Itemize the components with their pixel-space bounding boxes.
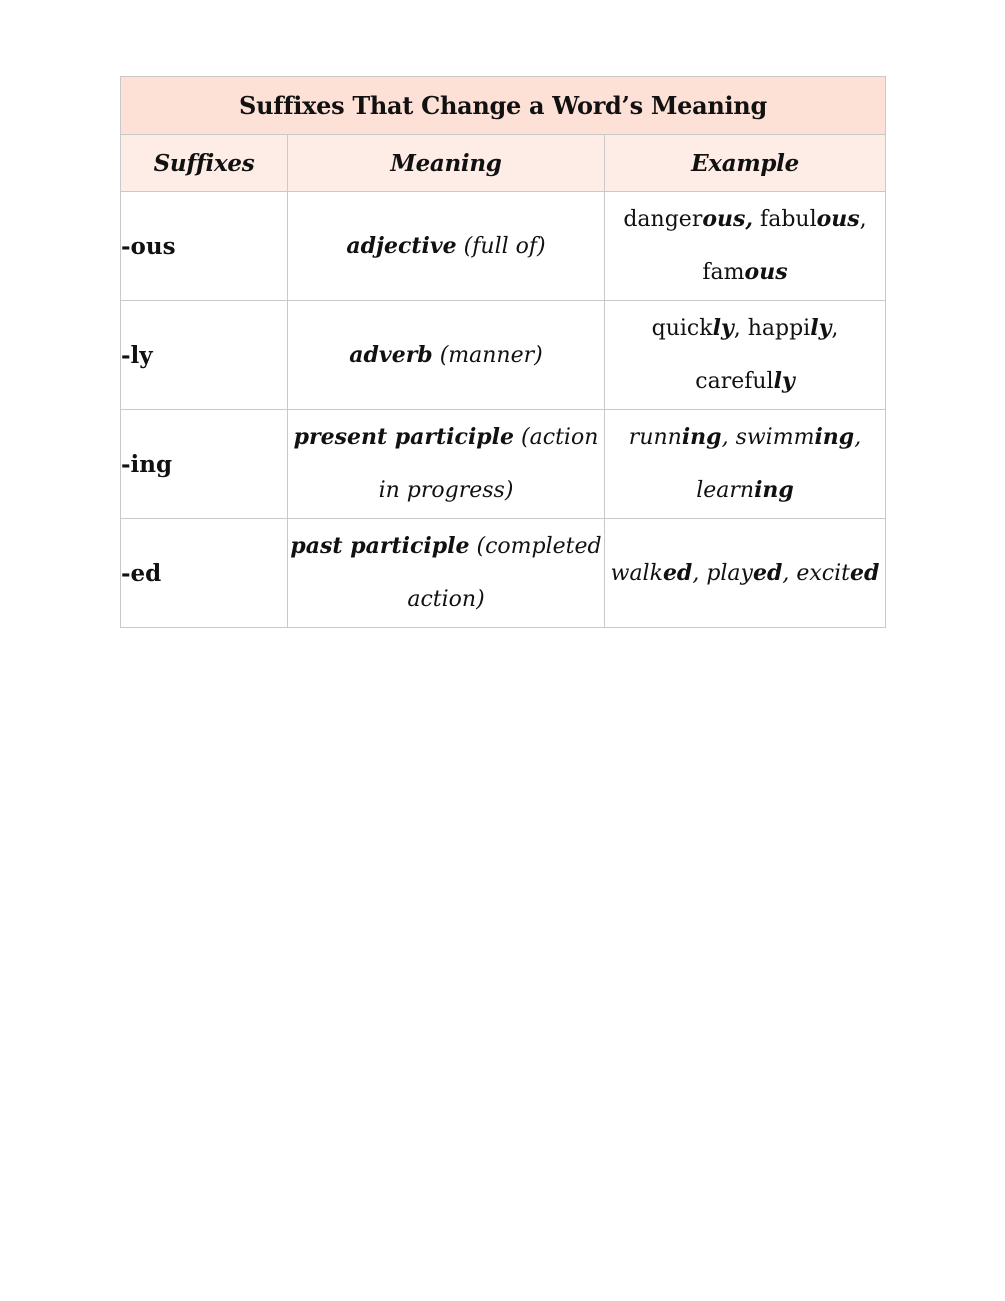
example-segment: ing	[814, 424, 855, 450]
example-segment: ous,	[702, 206, 754, 232]
column-header-example: Example	[605, 135, 886, 192]
meaning-term: adjective	[346, 232, 457, 259]
table-row	[121, 192, 886, 301]
meaning-cell	[288, 192, 605, 301]
meaning-term: past participle	[290, 533, 470, 559]
example-segment: , learn	[696, 425, 862, 503]
meaning-cell	[288, 519, 605, 628]
example-segment: fabul	[753, 207, 817, 232]
example-segment: danger	[623, 207, 703, 232]
example-segment: , fam	[702, 207, 867, 285]
meaning-term: adverb	[349, 341, 433, 368]
example-segment: , excit	[782, 560, 850, 586]
column-header-suffixes: Suffixes	[121, 135, 288, 192]
example-segment: ing	[681, 424, 722, 450]
meaning-note: (full of)	[463, 233, 546, 259]
example-segment: ly	[773, 368, 795, 394]
table-row	[121, 301, 886, 410]
meaning-term: present participle	[293, 424, 515, 450]
table-header-row	[121, 135, 886, 192]
example-segment: , careful	[695, 316, 839, 394]
table-title-row	[121, 77, 886, 135]
suffix-table	[120, 76, 886, 628]
example-segment: ous	[816, 206, 860, 232]
example-cell	[605, 410, 886, 519]
meaning-note: (action in progress)	[378, 425, 599, 503]
meaning-note: (manner)	[439, 342, 543, 368]
example-segment: , happi	[733, 316, 811, 341]
example-segment: walk	[610, 560, 663, 586]
example-segment: ed	[662, 559, 693, 586]
example-segment: ous	[744, 259, 788, 285]
table-row	[121, 519, 886, 628]
column-header-meaning: Meaning	[288, 135, 605, 192]
example-segment: runn	[628, 425, 682, 450]
example-segment: ed	[850, 559, 880, 586]
example-segment: , play	[692, 560, 753, 586]
example-cell	[605, 519, 886, 628]
table-title: Suffixes That Change a Word’s Meaning	[121, 77, 886, 135]
suffix-cell: -ly	[121, 301, 288, 410]
example-segment: ly	[712, 315, 734, 341]
example-segment: ly	[810, 315, 832, 341]
example-segment: ing	[754, 477, 794, 503]
suffix-cell: -ing	[121, 410, 288, 519]
example-segment: ed	[752, 559, 783, 586]
meaning-cell	[288, 301, 605, 410]
table-row	[121, 410, 886, 519]
example-segment: , swimm	[721, 425, 815, 450]
suffix-cell: -ed	[121, 519, 288, 628]
suffix-cell: -ous	[121, 192, 288, 301]
example-segment: quick	[651, 316, 713, 341]
example-cell	[605, 192, 886, 301]
meaning-cell	[288, 410, 605, 519]
example-cell	[605, 301, 886, 410]
meaning-note: (completed action)	[407, 534, 602, 612]
